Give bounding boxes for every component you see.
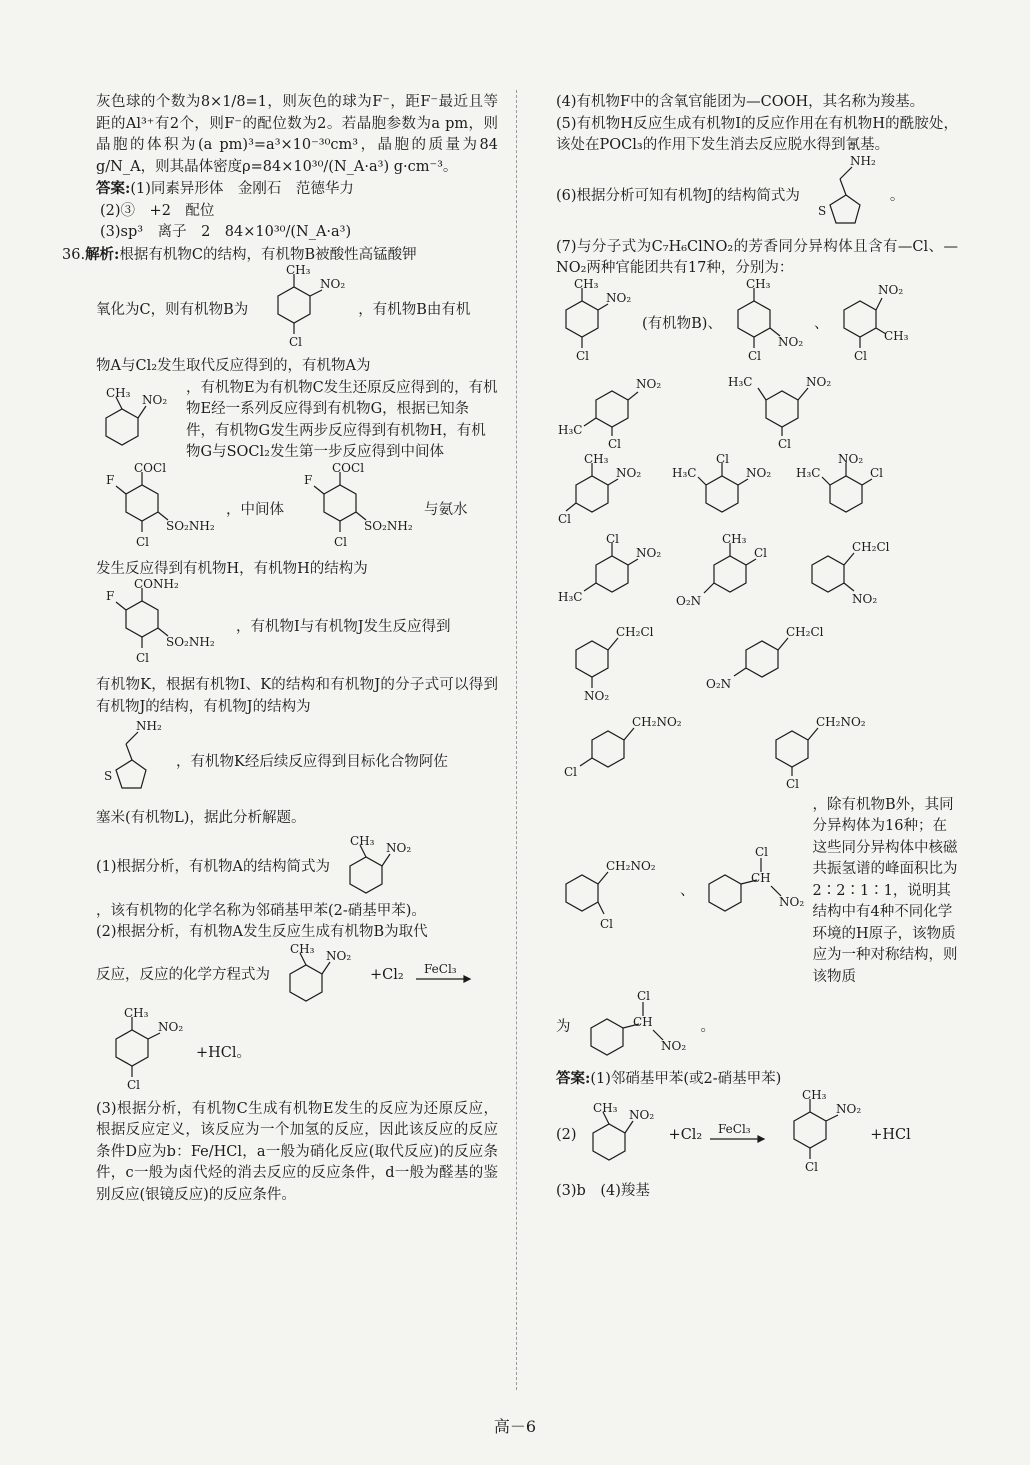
svg-text:NO₂: NO₂ [836, 1101, 862, 1116]
svg-text:NO₂: NO₂ [777, 334, 804, 349]
svg-text:CH₂Cl: CH₂Cl [616, 624, 654, 639]
svg-text:CONH₂: CONH₂ [134, 577, 179, 591]
svg-text:Cl: Cl [778, 436, 792, 451]
svg-text:F: F [304, 472, 313, 487]
isomer-b [556, 276, 636, 370]
isomer-14 [556, 710, 686, 795]
svg-text:Cl: Cl [805, 1159, 819, 1174]
answer-3: (3)sp³ 离子 2 84×10³⁰/(N_A·a³) [100, 224, 352, 240]
answer-reactant [583, 1103, 663, 1168]
svg-text:NO₂: NO₂ [142, 393, 168, 407]
crystal-text: 灰色球的个数为8×1/8=1，则灰色的球为F⁻，距F⁻最近且等距的Al³⁺有2个，则F⁻的配位数为2。若晶胞参数为a pm，则晶胞的体积为(a pm)³=a³×10⁻³⁰cm³，晶胞的质量为84 g/N_A，则其晶体密度ρ=84×10³⁰/(N_A·a³) g·cm⁻³。 [96, 94, 498, 175]
isomer-2 [728, 276, 808, 370]
svg-text:COCl: COCl [134, 460, 167, 475]
q36-text-a: 根据有机物C的结构，有机物B被酸性高锰酸钾 [119, 246, 417, 263]
answer-r2-label: (2) [556, 1126, 577, 1143]
svg-text:Cl: Cl [870, 465, 884, 480]
svg-text:NO₂: NO₂ [852, 591, 878, 606]
q36-text-c: ，有机物B由有机 [358, 302, 471, 319]
isomer-3 [834, 280, 919, 370]
svg-text:Cl: Cl [608, 436, 622, 451]
isomer-16 [556, 844, 676, 939]
q36-text-f: ，中间体 [226, 502, 284, 519]
svg-text:NO₂: NO₂ [158, 1019, 184, 1034]
svg-text:NO₂: NO₂ [778, 894, 804, 909]
svg-text:NO₂: NO₂ [636, 545, 662, 560]
isomer-11 [792, 535, 902, 620]
svg-text:Cl: Cl [136, 651, 150, 665]
svg-text:NO₂: NO₂ [878, 282, 904, 297]
q36-text-i: ，有机物I与有机物J发生反应得到 [236, 618, 451, 635]
intermediate-1 [96, 460, 216, 559]
svg-text:NO₂: NO₂ [636, 376, 662, 391]
product-hcl: +HCl。 [196, 1044, 252, 1061]
svg-text:CH₃: CH₃ [574, 276, 599, 291]
svg-text:H₃C: H₃C [558, 422, 583, 437]
reagent-label: FeCl₃ [423, 962, 457, 976]
q36-text-b: 氧化为C，则有机物B为 [96, 302, 249, 319]
symmetric-isomer [581, 988, 691, 1068]
analysis-label: 解析: [85, 245, 120, 263]
svg-text:CH₃: CH₃ [884, 328, 909, 343]
reactant-cl2: +Cl₂ [370, 967, 404, 984]
answer-label: 答案: [96, 180, 131, 197]
svg-text:Cl: Cl [754, 844, 768, 859]
svg-text:H₃C: H₃C [796, 465, 821, 480]
svg-text:Cl: Cl [854, 348, 868, 363]
q36-text-d: 物A与Cl₂发生取代反应得到的，有机物A为 [96, 358, 371, 374]
structure-a [96, 388, 176, 453]
isomer-12 [556, 620, 666, 710]
page-number: 高－6 [493, 1417, 537, 1436]
svg-text:Cl: Cl [564, 764, 578, 779]
svg-text:NO₂: NO₂ [806, 374, 832, 389]
svg-text:Cl: Cl [747, 348, 762, 363]
part-5-text: (5)有机物H反应生成有机物I的反应作用在有机物H的酰胺处，该处在POCl₃的作用下发生消去反应脱水得到氰基。 [556, 115, 958, 153]
svg-text:SO₂NH₂: SO₂NH₂ [364, 518, 413, 533]
answer-r1: (1)邻硝基甲苯(或2-硝基甲苯) [590, 1071, 782, 1087]
svg-text:NO₂: NO₂ [326, 948, 352, 963]
isomer-7 [670, 451, 790, 535]
isomer-5 [726, 370, 846, 455]
svg-text:CH₂NO₂: CH₂NO₂ [632, 714, 682, 729]
svg-text:CH₃: CH₃ [722, 531, 747, 546]
svg-text:CH₃: CH₃ [584, 451, 609, 466]
svg-text:CH₂NO₂: CH₂NO₂ [816, 714, 866, 729]
svg-text:CH₃: CH₃ [350, 833, 375, 848]
svg-text:NO₂: NO₂ [746, 465, 772, 480]
svg-text:H₃C: H₃C [728, 374, 753, 389]
svg-text:Cl: Cl [136, 534, 150, 549]
isomer-13 [696, 620, 836, 710]
svg-text:CH₃: CH₃ [286, 263, 311, 277]
part-2-text: (2)根据分析，有机物A发生反应生成有机物B为取代 [96, 924, 428, 940]
svg-text:NO₂: NO₂ [584, 688, 610, 703]
svg-text:F: F [106, 589, 115, 603]
svg-text:Cl: Cl [127, 1077, 141, 1092]
svg-text:NO₂: NO₂ [320, 277, 346, 291]
svg-text:CH₂NO₂: CH₂NO₂ [606, 858, 656, 873]
reaction-arrow [414, 961, 474, 991]
structure-h [96, 577, 226, 675]
structure-b [258, 263, 348, 356]
svg-text:CH₃: CH₃ [106, 386, 131, 400]
isomer-17 [699, 844, 809, 939]
q36-text-j: 有机物K，根据有机物I、K的结构和有机物J的分子式可以得到有机物J的结构，有机物J的结构为 [96, 677, 498, 715]
part-3-text: (3)根据分析，有机物C生成有机物E发生的反应为还原反应，根据反应定义，该反应为一个加氢的反应，因此该反应的反应条件D应为b：Fe/HCl，a一般为硝化反应(取代反应)的反应条件，c一般为卤代烃的消去反应的反应条件，d一般为醛基的鉴别反应(银镜反应)的反应条件。 [96, 1100, 498, 1203]
reactant-a [280, 941, 360, 1009]
answer-arrow [708, 1121, 768, 1151]
svg-text:NH₂: NH₂ [849, 153, 876, 168]
svg-text:H₃C: H₃C [672, 465, 697, 480]
part-1-text: (1)根据分析，有机物A的结构简式为 [96, 859, 331, 876]
svg-text:Cl: Cl [636, 989, 650, 1003]
svg-text:Cl: Cl [334, 534, 348, 549]
svg-text:SO₂NH₂: SO₂NH₂ [166, 518, 215, 533]
svg-text:S: S [817, 203, 827, 218]
svg-text:NO₂: NO₂ [616, 465, 642, 480]
svg-text:Cl: Cl [716, 451, 730, 466]
svg-text:F: F [106, 472, 115, 487]
answer-2: (2)③ +2 配位 [100, 202, 215, 219]
isomer-9 [556, 531, 666, 620]
question-number: 36. [62, 246, 86, 263]
svg-text:CH₃: CH₃ [745, 276, 771, 291]
svg-text:O₂N: O₂N [676, 593, 702, 608]
svg-text:NH₂: NH₂ [136, 719, 162, 733]
part-2-text-b: 反应，反应的化学方程式为 [96, 967, 270, 984]
svg-text:FeCl₃: FeCl₃ [718, 1121, 751, 1136]
right-column: (4)有机物F中的含氧官能团为—COOH，其名称为羧基。 (5)有机物H反应生成有机物I的反应作用在有机物H的酰胺处，该处在POCl₃的作用下发生消去反应脱水得到氰基。 (6)根据分析可知有机物J的结构简式为 NH₂ S 。 (7)与分子式为C₇H₆ClNO₂的芳香同分异构体且含有—Cl、—NO₂两种官能团共有17种，分别为： CH₃ NO₂ Cl (有机物B)、 CH₃ NO₂ Cl 、 NO₂ CH₃ Cl NO₂ H₃C Cl H₃C NO₂ Cl CH₃ NO₂ Cl H₃C Cl NO₂ H₃C NO₂ Cl Cl NO₂ H₃C CH₃ Cl O₂N CH₂Cl NO₂ CH₂Cl NO₂ CH₂Cl O₂N CH₂NO₂ Cl CH₂NO₂ Cl CH₂NO₂ Cl 、 CH Cl NO₂ ，除有机物B外，其同分异构体为16种；在这些同分异构体中核磁共振氢谱的峰面积比为2∶2∶1∶1，说明其结构中有4种不同化学环境的H原子，该物质应为一种对称结构，则该物质 为 CH Cl NO₂ 。 答案:(1)邻硝基甲苯(或2-硝基甲苯) (2) CH₃ NO₂ +Cl₂ FeCl₃ CH₃ NO₂ Cl +HCl (3)b (4)羧基 [556, 92, 958, 1202]
answer-1: (1)同素异形体 金刚石 范德华力 [130, 181, 354, 197]
part-7-text: (7)与分子式为C₇H₆ClNO₂的芳香同分异构体且含有—Cl、—NO₂两种官能团共有17种，分别为： [556, 238, 958, 276]
svg-text:Cl: Cl [606, 531, 620, 546]
intermediate-2 [294, 460, 414, 559]
answer-r3: (3)b (4)羧基 [556, 1182, 650, 1199]
svg-text:Cl: Cl [558, 511, 572, 526]
structure-a-2 [340, 833, 420, 901]
structure-j [96, 718, 166, 808]
part-4-text: (4)有机物F中的含氧官能团为—COOH，其名称为羧基。 [556, 94, 925, 110]
svg-text:COCl: COCl [332, 460, 365, 475]
part-1-text-b: ，该有机物的化学名称为邻硝基甲苯(2-硝基甲苯)。 [96, 902, 426, 919]
isomer-8 [794, 451, 914, 535]
svg-text:Cl: Cl [786, 776, 800, 791]
svg-text:NO₂: NO₂ [386, 840, 412, 855]
isomer-b-note: (有机物B)、 [642, 315, 722, 332]
svg-text:CH₃: CH₃ [290, 941, 315, 956]
svg-text:Cl: Cl [754, 545, 768, 560]
svg-text:CH: CH [750, 870, 771, 885]
svg-text:CH₂Cl: CH₂Cl [852, 539, 890, 554]
q36-text-g: 与氨水 [424, 502, 468, 519]
svg-text:CH₃: CH₃ [802, 1087, 827, 1102]
svg-text:CH₂Cl: CH₂Cl [786, 624, 824, 639]
svg-text:H₃C: H₃C [558, 589, 583, 604]
part-7-text-b: ，除有机物B外，其同分异构体为16种；在这些同分异构体中核磁共振氢谱的峰面积比为2∶2∶1∶1，说明其结构中有4种不同化学环境的H原子，该物质应为一种对称结构，则该物质 [812, 796, 958, 985]
svg-text:Cl: Cl [289, 335, 303, 349]
q36-text-e: ，有机物E为有机物C发生还原反应得到的，有机物E经一系列反应得到有机物G，根据已知条件，有机物G发生两步反应得到有机物H，有机物G与SOCl₂发生第一步反应得到中间体 [186, 379, 498, 460]
svg-text:NO₂: NO₂ [606, 290, 632, 305]
part-6-text: (6)根据分析可知有机物J的结构简式为 [556, 187, 800, 204]
isomer-4 [556, 370, 666, 455]
q36-text-h: 发生反应得到有机物H，有机物H的结构为 [96, 560, 368, 577]
svg-text:S: S [104, 769, 113, 783]
column-divider [516, 90, 517, 1390]
svg-text:CH: CH [632, 1015, 653, 1029]
isomer-6 [556, 451, 666, 535]
q36-text-k: ，有机物K经后续反应得到目标化合物阿佐 [176, 754, 448, 771]
left-column [62, 92, 498, 1206]
isomer-10 [674, 531, 784, 620]
svg-text:NO₂: NO₂ [838, 451, 864, 466]
svg-text:NO₂: NO₂ [628, 1108, 654, 1122]
svg-text:CH₃: CH₃ [592, 1101, 618, 1115]
svg-text:O₂N: O₂N [706, 676, 732, 691]
answer-label-2: 答案: [556, 1070, 591, 1087]
q36-text-l: 塞米(有机物L)，据此分析解题。 [96, 810, 306, 826]
structure-j-2 [810, 153, 880, 237]
product-b [96, 1005, 186, 1099]
svg-text:CH₃: CH₃ [124, 1005, 149, 1020]
svg-text:Cl: Cl [576, 348, 590, 363]
isomer-15 [756, 710, 886, 795]
svg-text:Cl: Cl [600, 916, 614, 931]
answer-product [774, 1087, 864, 1181]
svg-text:SO₂NH₂: SO₂NH₂ [166, 635, 215, 649]
svg-text:NO₂: NO₂ [660, 1039, 686, 1053]
